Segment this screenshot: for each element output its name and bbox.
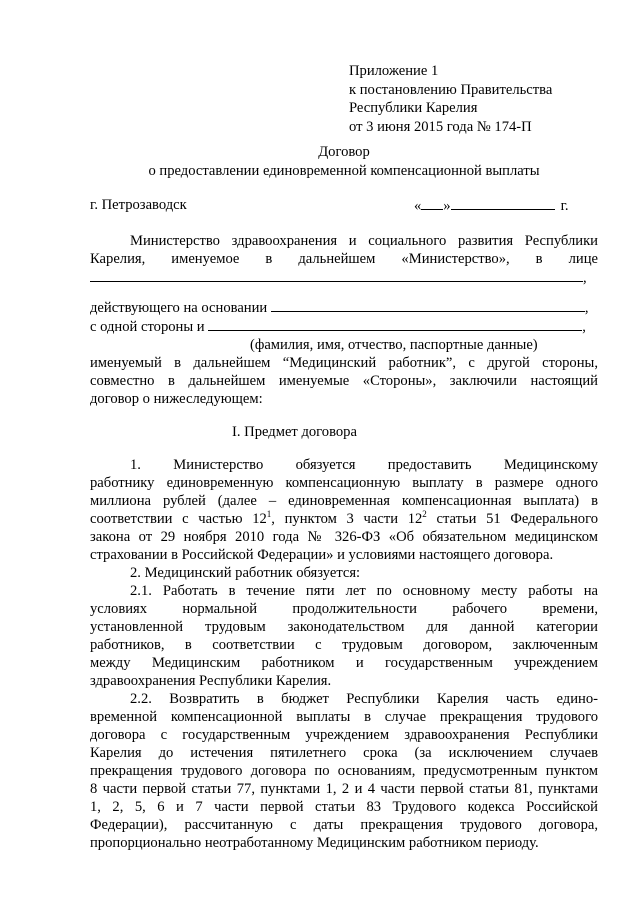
p2-line: 2. Медицинский работник обязуется: [130, 565, 361, 581]
p21-line-6: здравоохранения Республики Карелия. [90, 673, 332, 689]
intro-line-1: Министерство здравоохранения и социального развития Республики [130, 233, 598, 249]
appendix-block [349, 62, 552, 136]
p22-line-5: прекращения трудового договора по основаниям, предусмотренным пунктом [90, 763, 598, 779]
date-quote-open: « [414, 198, 422, 214]
day-blank [421, 196, 443, 210]
section-1-heading: I. Предмет договора [232, 424, 357, 440]
ministry-representative-blank [90, 268, 583, 282]
appendix-line-3: Республики Карелия [349, 100, 478, 117]
p21-line-4: работников, в соответствии с трудовым договором, заключенным [90, 637, 598, 653]
p22-line-3: договора с государственным учреждением здравоохранения Республики [90, 727, 598, 743]
p1-line-4: соответствии с частью $12^1$, пунктом 3 части $12^2$ статьи 51 Федерального [90, 509, 598, 527]
intro-line-8: совместно в дальнейшем именуемые «Стороны», заключили настоящий [90, 373, 598, 389]
party-label: с одной стороны и [90, 319, 205, 335]
p1-line-3: миллиона рублей (далее – единовременная компенсационная выплата) в [90, 493, 598, 509]
p22-line-6: 8 части первой статьи 77, пунктами 1, 2 и 4 части первой статьи 81, пунктами [90, 781, 598, 797]
title-line-2: о предоставлении единовременной компенсационной выплаты [148, 162, 540, 179]
document-title [90, 143, 598, 180]
worker-details-caption: (фамилия, имя, отчество, паспортные данные) [250, 337, 538, 353]
basis-label: действующего на основании [90, 300, 268, 316]
intro-line-7: именуемый в дальнейшем “Медицинский работник”, с другой стороны, [90, 355, 598, 371]
appendix-line-1: Приложение 1 [349, 63, 439, 79]
worker-details-blank [208, 317, 582, 331]
p21-line-3: установленной трудовым законодательством для данной категории [90, 619, 598, 635]
p21-line-2: условиях нормальной продолжительности рабочего времени, [90, 601, 598, 617]
appendix-line-2: к постановлению Правительства [349, 81, 553, 98]
date-quote-close: » [443, 198, 451, 214]
p22-line-7: 1, 2, 5, 6 и 7 части первой статьи 83 Трудового кодекса Российской [90, 799, 598, 815]
p1-line-6: страховании в Российской Федерации» и условиями настоящего договора. [90, 547, 554, 563]
place-city: г. Петрозаводск [90, 197, 187, 213]
p21-line-1: 2.1. Работать в течение пяти лет по основному месту работы на [130, 583, 598, 599]
intro-line-2: Карелия, именуемое в дальнейшем «Министерство», в лице [90, 251, 598, 267]
p22-line-4: Карелия до истечения пятилетнего срока (за исключением случаев [90, 745, 598, 761]
p1-line-2: работнику единовременную компенсационную выплату в размере одного [90, 475, 598, 491]
p22-line-8: Федерации), рассчитанную с даты прекращения трудового договора, [90, 817, 598, 833]
month-blank [451, 196, 555, 210]
basis-blank [271, 298, 585, 312]
year-suffix: г. [560, 198, 569, 214]
intro-line-4: действующего на основании , [90, 300, 589, 316]
title-line-1: Договор [318, 144, 370, 160]
intro-line-3: , [90, 268, 598, 288]
p21-line-5: между Медицинским работником и государственным учреждением [90, 655, 598, 671]
p22-line-2: временной компенсационной выплаты в случае прекращения трудового [90, 709, 598, 725]
p1-line-1: 1. Министерство обязуется предоставить Медицинскому [130, 457, 598, 473]
appendix-line-4: от 3 июня 2015 года № 174-П [349, 118, 532, 135]
intro-line-9: договор о нижеследующем: [90, 391, 263, 407]
p22-line-9: пропорционально неотработанному Медицинским работником периоду. [90, 835, 539, 851]
intro-line-5: с одной стороны и , [90, 319, 586, 335]
p1-line-5: закона от 29 ноября 2010 года № 326-ФЗ «Об обязательном медицинском [90, 529, 598, 545]
p22-line-1: 2.2. Возвратить в бюджет Республики Карелия часть едино- [130, 691, 598, 707]
date-field [414, 196, 569, 216]
